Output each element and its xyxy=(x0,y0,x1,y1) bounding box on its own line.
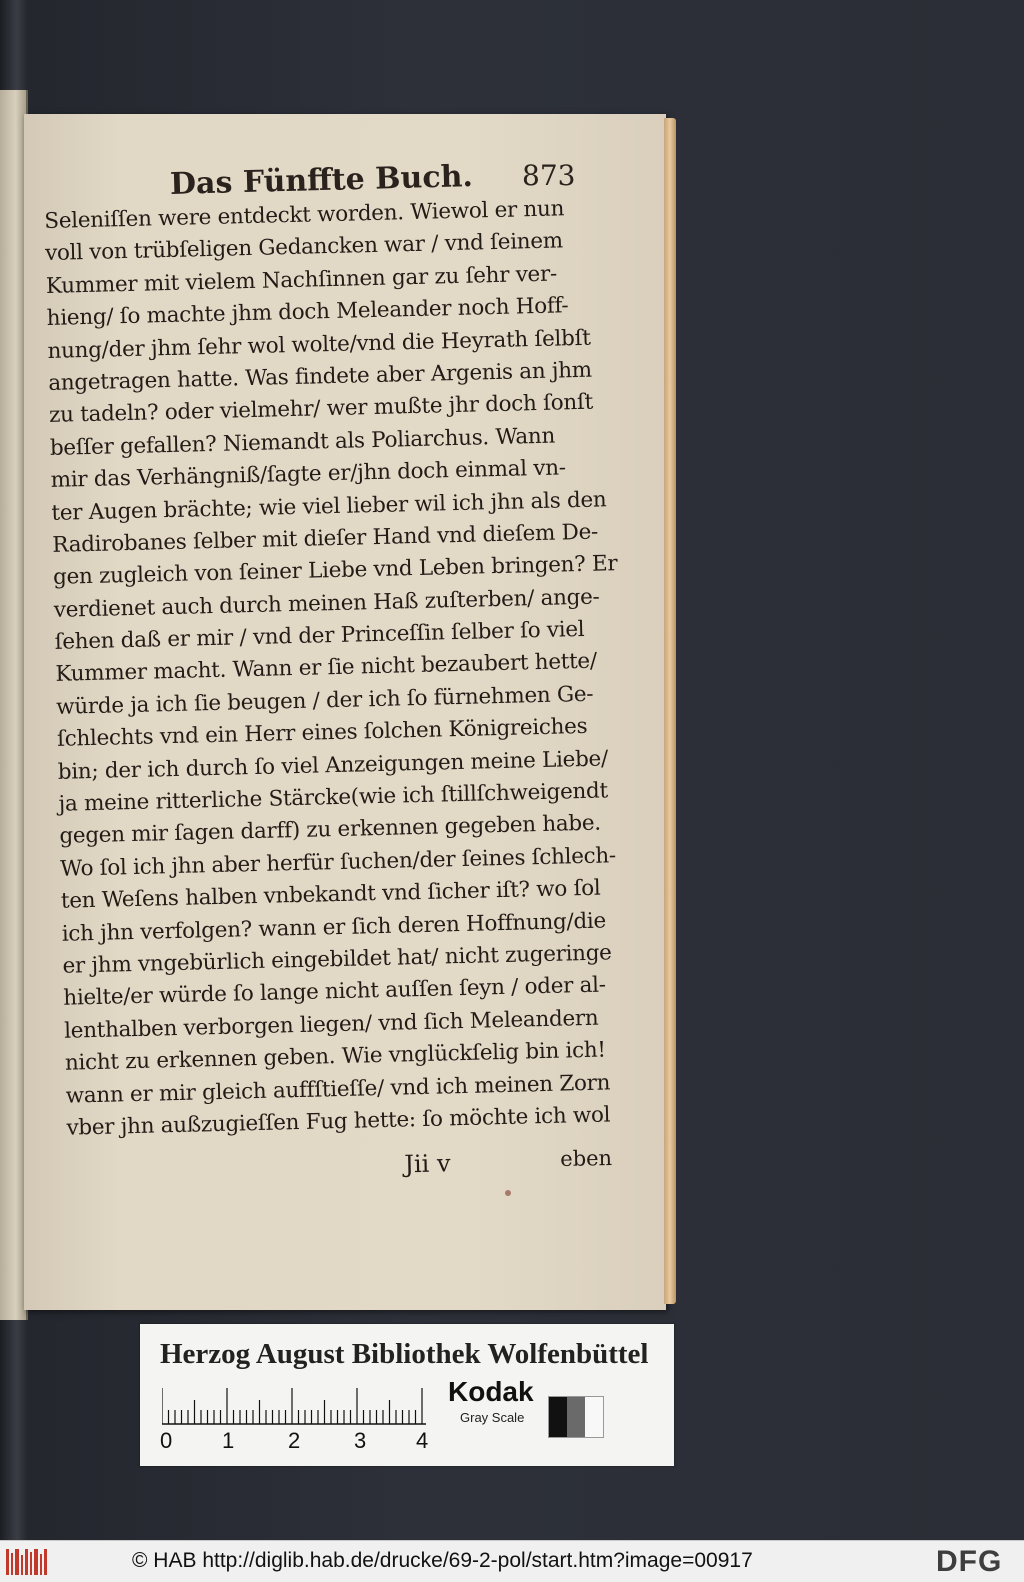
text-line: würde ja ich ſie beugen / der ich ſo fürnehmen Ge- xyxy=(55,681,594,720)
text-line: nung/der jhm ſehr wol wolte/vnd die Heyrath ſelbſt xyxy=(47,325,591,364)
text-line: Kummer macht. Wann er ſie nicht bezaubert hette/ xyxy=(55,649,598,688)
text-line: gen zugleich von ſeiner Liebe vnd Leben bringen? Er xyxy=(52,551,618,591)
running-head-title: Das Fünffte Buch. xyxy=(169,159,474,202)
ruler-number: 3 xyxy=(354,1428,367,1453)
ruler-number: 1 xyxy=(222,1428,235,1453)
text-line: Wo ſol ich jhn aber herfür ſuchen/der ſeines ſchlech- xyxy=(59,843,617,882)
text-line: wann er mir gleich auffſtieſſe/ vnd ich meinen Zorn xyxy=(65,1069,611,1109)
text-line: ich jhn verfolgen? wann er ſich deren Hoffnung/die xyxy=(61,908,607,947)
text-line: ten Weſens halben vnbekandt vnd ſicher iſt? wo ſol xyxy=(60,875,601,914)
text-line: zu tadeln? oder vielmehr/ wer mußte jhr doch ſonſt xyxy=(48,389,594,429)
ruler-numbers xyxy=(158,1428,438,1456)
barcode-icon xyxy=(6,1549,48,1575)
dfg-logo: DFG xyxy=(936,1545,1003,1578)
text-line: Radirobanes ſelber mit dieſer Hand vnd dieſem De- xyxy=(51,519,599,558)
page-fore-edge xyxy=(664,118,676,1304)
gray-scale-patches xyxy=(548,1396,604,1438)
gray-scale-label: Gray Scale xyxy=(460,1410,525,1425)
ruler-number: 2 xyxy=(288,1428,301,1453)
kodak-logo: Kodak xyxy=(448,1376,534,1407)
page-number: 873 xyxy=(522,159,576,192)
text-line: ſchlechts vnd ein Herr eines ſolchen Königreiches xyxy=(56,714,588,753)
text-line: ter Augen brächte; wie viel lieber wil ich jhn als den xyxy=(51,486,607,526)
text-line: verdienet auch durch meinen Haß zuſterben/ ange- xyxy=(53,584,600,623)
text-line: er jhm vngebürlich eingebildet hat/ nicht zugeringe xyxy=(62,940,612,979)
text-line: Kummer mit vielem Nachſinnen gar zu ſehr ver- xyxy=(45,261,558,299)
gray-patch-white xyxy=(585,1397,603,1437)
text-line: hielte/er würde ſo lange nicht auſſen ſeyn / oder al- xyxy=(63,972,606,1012)
ruler-number: 4 xyxy=(416,1428,429,1453)
ruler-icon xyxy=(162,1386,426,1426)
text-line: gegen mir ſagen darff) zu erkennen gegeben habe. xyxy=(59,811,602,850)
paper-speck xyxy=(505,1190,511,1196)
library-name: Herzog August Bibliothek Wolfenbüttel xyxy=(160,1338,649,1370)
text-line: angetragen hatte. Was findete aber Argenis an jhm xyxy=(48,357,593,396)
signature-mark: Jii v xyxy=(404,1149,451,1179)
text-line: vber jhn außzugieſſen Fug hette: ſo möchte ich wol xyxy=(66,1102,611,1141)
text-line: lenthalben verborgen liegen/ vnd ſich Meleandern xyxy=(63,1005,599,1044)
text-line: voll von trübſeligen Gedancken war / vnd ſeinem xyxy=(44,228,564,267)
text-line: hieng/ ſo machte jhm doch Meleander noch Hoff- xyxy=(46,293,569,332)
catchword: eben xyxy=(559,1145,613,1172)
gray-patch-black xyxy=(549,1397,567,1437)
footer-bar xyxy=(0,1540,1024,1582)
gray-patch-mid xyxy=(567,1397,585,1437)
calibration-card xyxy=(140,1324,674,1466)
text-line: ſehen daß er mir / vnd der Princeſſin ſelber ſo viel xyxy=(54,617,585,655)
text-line: nicht zu erkennen geben. Wie vnglückſelig bin ich! xyxy=(64,1037,607,1076)
text-line: bin; der ich durch ſo viel Anzeigungen meine Liebe/ xyxy=(57,746,609,785)
body-text xyxy=(44,192,637,1145)
text-line: ja meine ritterliche Stärcke(wie ich ſtillſchweigendt xyxy=(58,778,609,817)
text-line: Seleniſſen were entdeckt worden. Wiewol er nun xyxy=(44,196,565,234)
copyright-link[interactable]: © HAB http://diglib.hab.de/drucke/69-2-pol/start.htm?image=00917 xyxy=(132,1549,753,1572)
text-line: beſſer gefallen? Niemandt als Poliarchus. Wann xyxy=(49,423,556,461)
ruler-number: 0 xyxy=(160,1428,173,1453)
text-line: mir das Verhängniß/ſagte er/jhn doch einmal vn- xyxy=(50,455,566,494)
